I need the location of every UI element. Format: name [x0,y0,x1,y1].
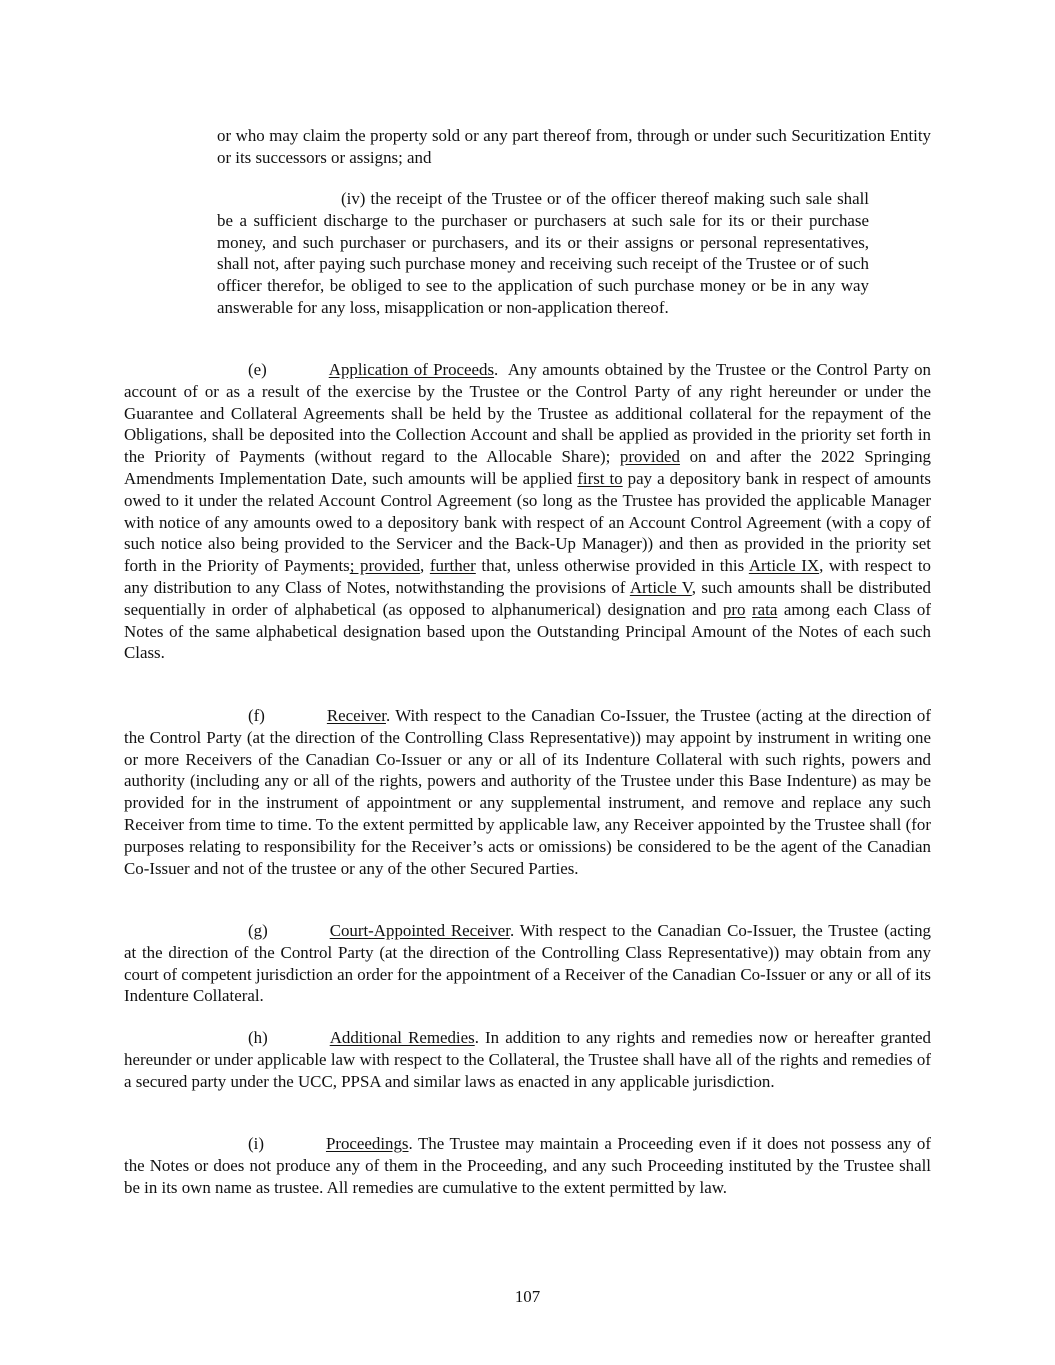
paragraph-e-heading: Application of Proceeds [328,360,495,379]
paragraph-e-provided-2: ; provided [349,556,421,576]
paragraph-e-label: (e) [248,360,267,379]
paragraph-h-heading: Additional Remedies [329,1028,475,1047]
article-ix-reference: Article IX [748,556,820,576]
paragraph-i-heading: Proceedings [325,1134,409,1153]
paragraph-e-heading-end: . [494,360,499,379]
clause-iii-continuation: or who may claim the property sold or any part thereof from, through or under such Securitization Entity or its successors or assigns; and [217,126,931,167]
paragraph-e-text-6: , such amounts shall be distributed sequentially in order of alphabetical (as opposed to alphanumerical) designation and [124,577,931,619]
paragraph-f [124,705,931,879]
paragraph-g [124,920,931,1007]
paragraph-e-text-1: Any amounts obtained by the Trustee or the Control Party on account of or as a result of the exercise by the Trustee or the Control Party of any right hereunder or under the Guarantee and Collateral Agreements shall be held by the Trustee as additional collateral for the repayment of the Obligations, shall be deposited into the Collection Account and shall be applied as provided in the priority set forth in the Priority of Payments (without regard to the Allocable Share); [124,360,931,467]
paragraph-e-further: further [429,556,476,576]
paragraph-g-text: . With respect to the Canadian Co-Issuer, the Trustee (acting at the direction of the Control Party (at the direction of the Controlling Class Representative)) may obtain from any court of competent jurisdiction an order for the appointment of a Receiver of the Canadian Co-Issuer or any or all of its Indenture Collateral. [124,921,931,1006]
paragraph-e-text-3: pay a depository bank in respect of amounts owed to it under the related Account Control Agreement (so long as the Trustee has provided the applicable Manager with notice of any amounts owed to a depository bank with respect of an Account Control Agreement (with a copy of such notice also being provided to the Servicer and the Back-Up Manager)) and then as provided in the priority set forth in the Priority of Payments [124,468,931,576]
page-number: 107 [514,1287,541,1306]
clause-iv-text: the receipt of the Trustee or of the officer thereof making such sale shall be a sufficient discharge to the purchaser or purchasers at such sale for its or their purchase money, and such purchaser or purchasers, and its or their assigns or personal representatives, shall not, after paying such purchase money and receiving such receipt of the Trustee or of such officer therefor, be obliged to see to the application of such purchase money or be in any way answerable for any loss, misapplication or non-application thereof. [217,189,869,317]
paragraph-e-text-2: on and after the 2022 Springing Amendments Implementation Date, such amounts will be applied [124,447,932,488]
paragraph-e-first-to: first to [577,468,623,488]
paragraph-f-label: (f) [248,706,265,725]
paragraph-i-label: (i) [248,1134,264,1153]
paragraph-e-rata: rata [752,599,778,619]
paragraph-e [124,359,931,664]
paragraph-e-text-4: that, unless otherwise provided in this [481,556,745,576]
paragraph-i [124,1133,931,1198]
paragraph-f-heading: Receiver [326,706,386,725]
paragraph-g-label: (g) [248,921,268,940]
paragraph-e-pro: pro [722,599,746,619]
clause-iv [217,188,869,319]
paragraph-e-text-5: , with respect to any distribution to any Class of Notes, notwithstanding the provisions of [124,556,931,597]
paragraph-i-text: . The Trustee may maintain a Proceeding even if it does not possess any of the Notes or does not produce any of them in the Proceeding, and any such Proceeding instituted by the Trustee shall be in its own name as trustee. All remedies are cumulative to the extent permitted by law. [124,1134,931,1197]
article-v-reference: Article V [629,577,692,597]
paragraph-h-label: (h) [248,1028,268,1047]
paragraph-e-provided: provided [619,447,680,467]
paragraph-e-text-7: among each Class of Notes of the same alphabetical designation based upon the Outstanding Principal Amount of the Notes of each such Class. [124,599,931,663]
paragraph-h-text: . In addition to any rights and remedies now or hereafter granted hereunder or under applicable law with respect to the Collateral, the Trustee shall have all of the rights and remedies of a secured party under the UCC, PPSA and similar laws as enacted in any applicable jurisdiction. [124,1028,931,1091]
clause-iv-label: (iv) [341,189,366,208]
paragraph-h [124,1027,931,1092]
paragraph-e-comma: , [420,556,425,576]
paragraph-g-heading: Court-Appointed Receiver [329,921,510,940]
paragraph-f-text: . With respect to the Canadian Co-Issuer, the Trustee (acting at the direction of the Control Party (at the direction of the Controlling Class Representative)) may appoint by instrument in writing one or more Receivers of the Canadian Co-Issuer or any or all of its Indenture Collateral with such rights, powers and authority (including any or all of the rights, powers and authority of the Trustee under this Base Indenture) as may be provided for in the instrument of appointment or any supplemental instrument, and remove and replace any such Receiver from time to time. To the extent permitted by applicable law, any Receiver appointed by the Trustee shall (for purposes relating to responsibility for the Receiver’s acts or omissions) be considered to be the agent of the Canadian Co-Issuer and not of the trustee or any of the other Secured Parties. [124,706,931,878]
